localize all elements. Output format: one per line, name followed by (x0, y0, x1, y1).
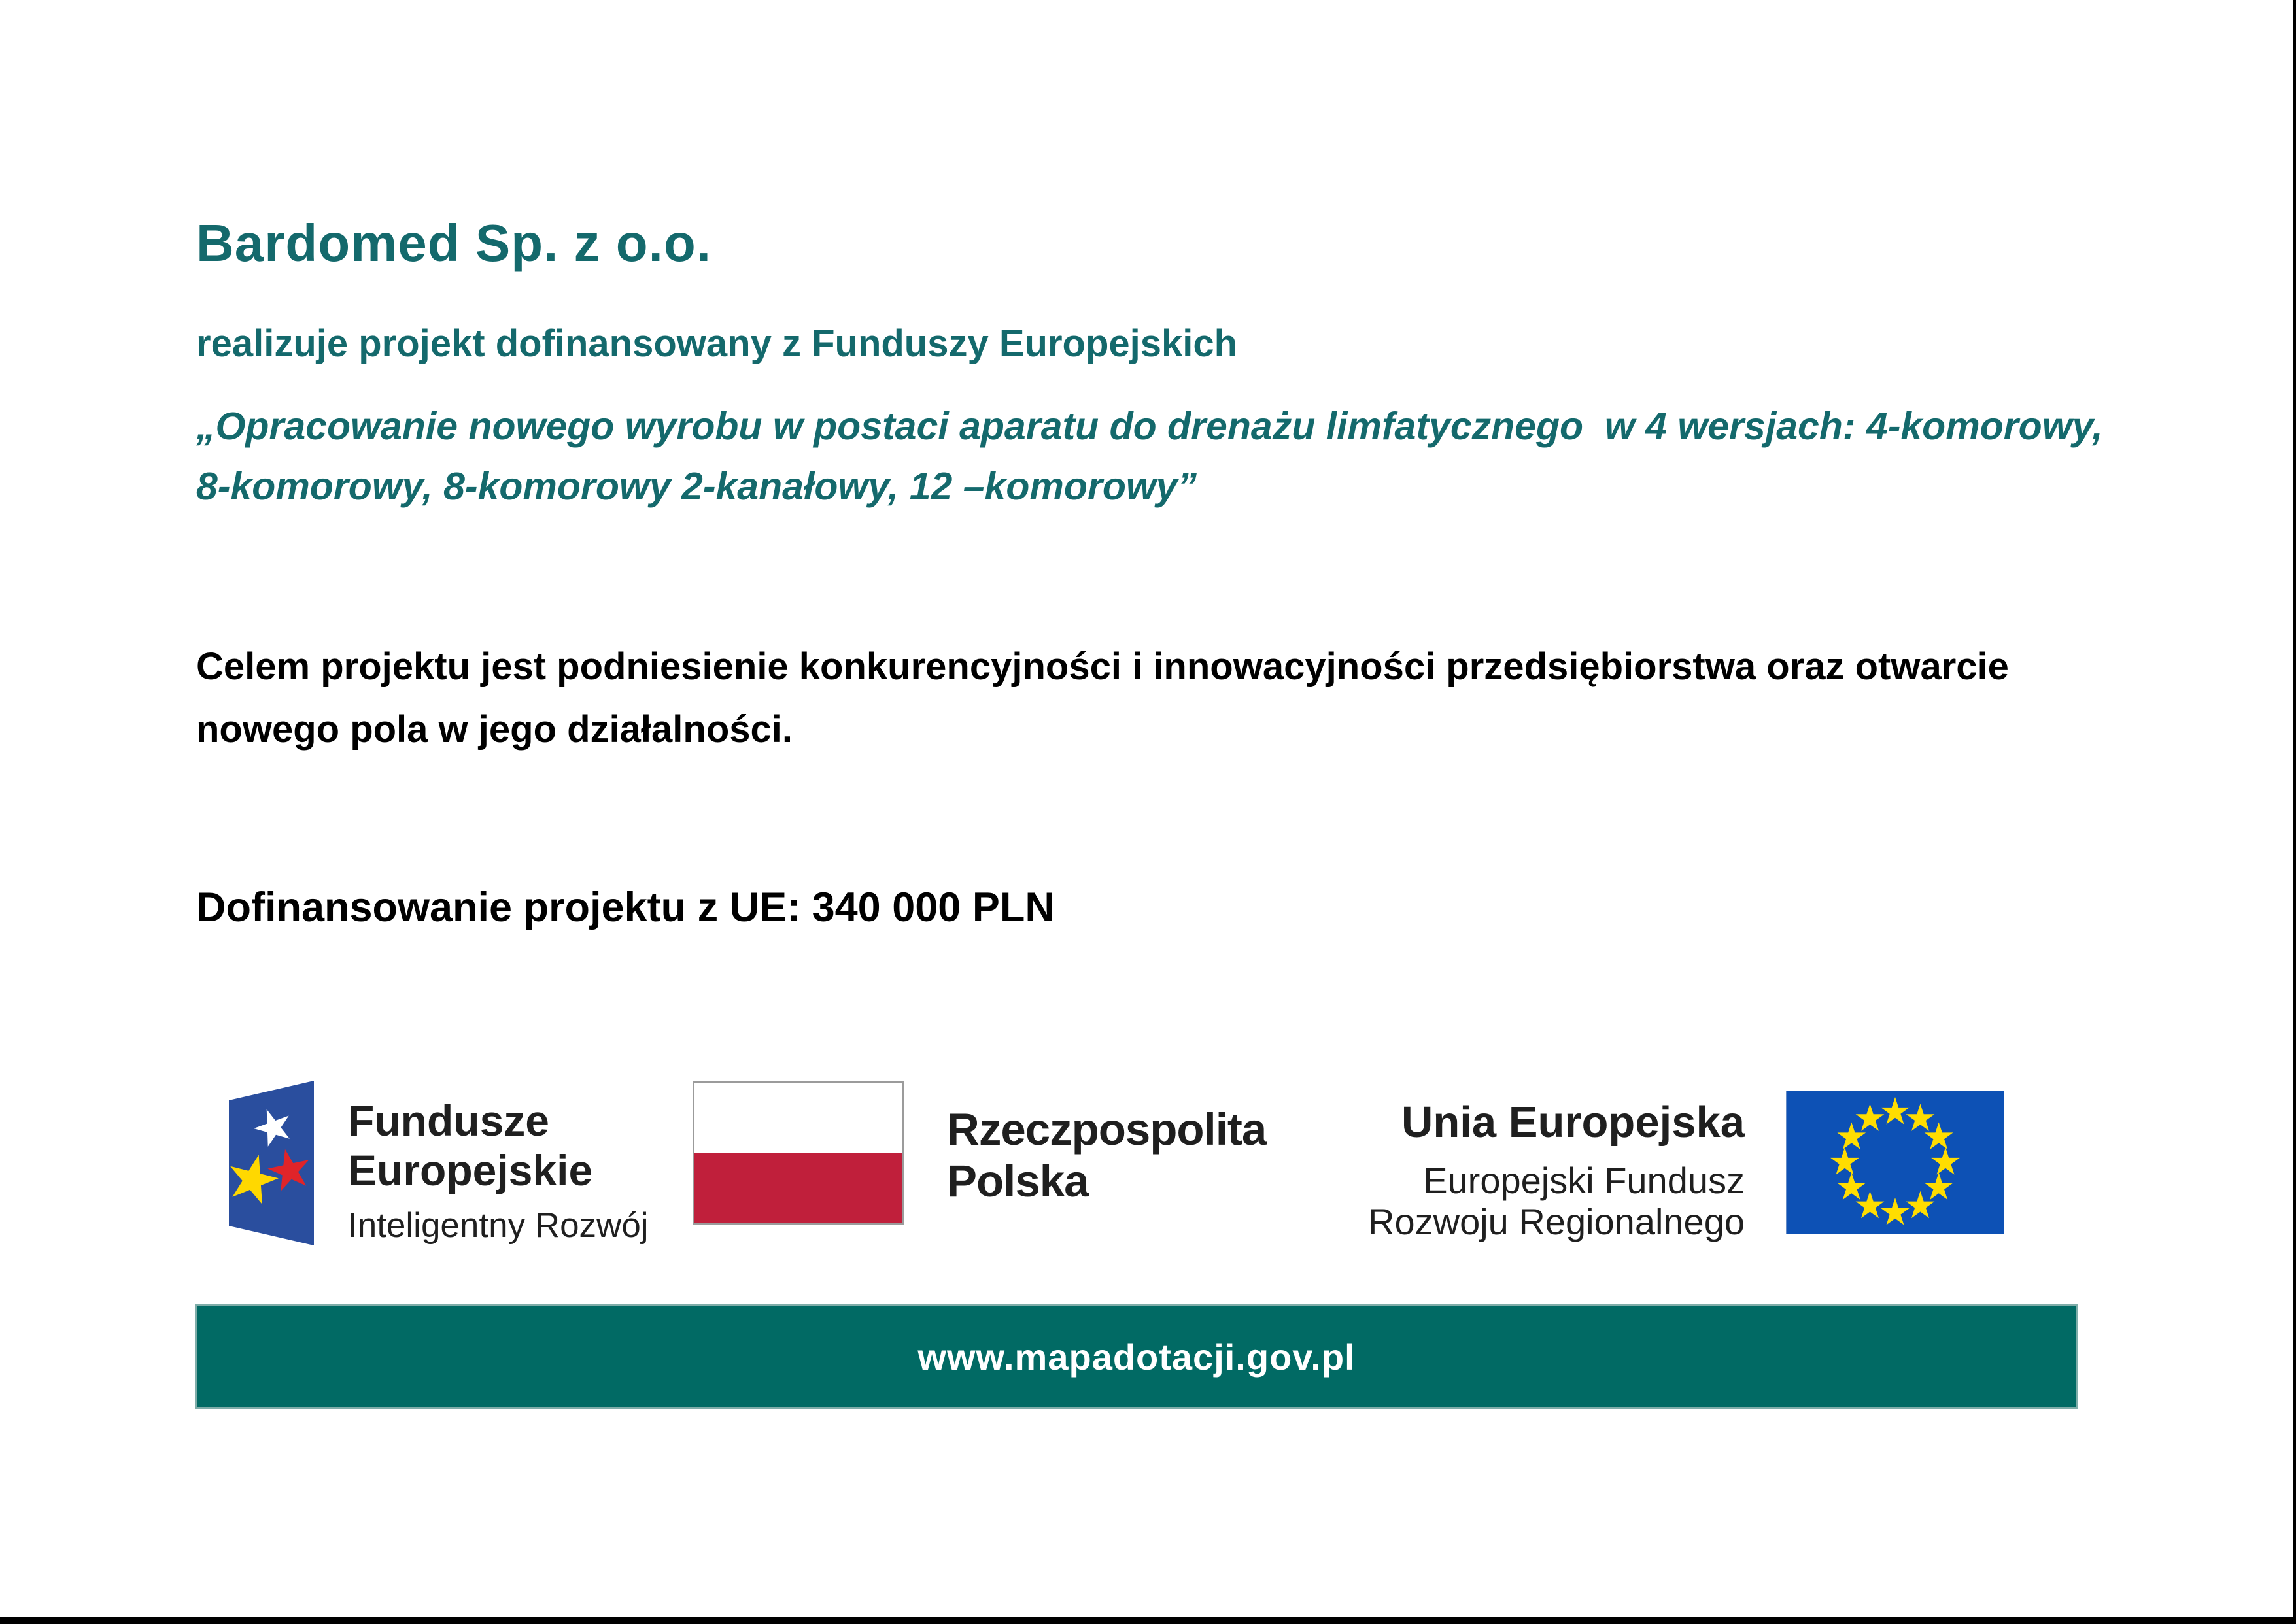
poland-label-line-2: Polska (947, 1156, 1089, 1206)
poland-flag-white-stripe (694, 1083, 902, 1153)
project-subtitle: realizuje projekt dofinansowany z Funduszy Europejskich (196, 322, 1238, 365)
fe-label-line-1: Fundusze (348, 1096, 549, 1145)
fundusze-europejskie-flag-icon (229, 1081, 314, 1245)
fundusze-europejskie-label (348, 1096, 649, 1245)
project-goal-line-1: Celem projektu jest podniesienie konkurencyjności i innowacyjności przedsiębiorstwa oraz otwarcie (196, 645, 2009, 688)
project-quote-line-2: 8-komorowy, 8-komorowy 2-kanałowy, 12 –komorowy” (196, 465, 1197, 508)
right-border-line (2293, 0, 2296, 1624)
project-goal-line-2: nowego pola w jego działalności. (196, 708, 793, 751)
page-title: Bardomed Sp. z o.o. (196, 214, 711, 272)
eu-label-line-1: Unia Europejska (1401, 1098, 1745, 1147)
bottom-border-bar (0, 1617, 2296, 1624)
european-union-label (1363, 1098, 1745, 1242)
eu-flag-icon (1786, 1091, 2004, 1234)
poland-flag-icon (693, 1081, 904, 1225)
republic-of-poland-label (947, 1104, 1266, 1207)
dotation-map-banner (195, 1304, 2078, 1409)
eu-label-line-3: Rozwoju Regionalnego (1368, 1201, 1745, 1242)
dotation-map-link[interactable]: www.mapadotacji.gov.pl (917, 1336, 1356, 1378)
project-quote-line-1: „Opracowanie nowego wyrobu w postaci aparatu do drenażu limfatycznego w 4 wersjach: 4-komorowy, (196, 405, 2103, 448)
eu-label-line-2: Europejski Fundusz (1423, 1160, 1745, 1201)
poland-label-line-1: Rzeczpospolita (947, 1104, 1267, 1155)
funding-amount: Dofinansowanie projektu z UE: 340 000 PLN (196, 885, 1055, 930)
fe-label-line-2: Europejskie (348, 1146, 593, 1194)
fe-label-line-3: Inteligentny Rozwój (348, 1206, 649, 1245)
poland-flag-red-stripe (694, 1153, 902, 1224)
